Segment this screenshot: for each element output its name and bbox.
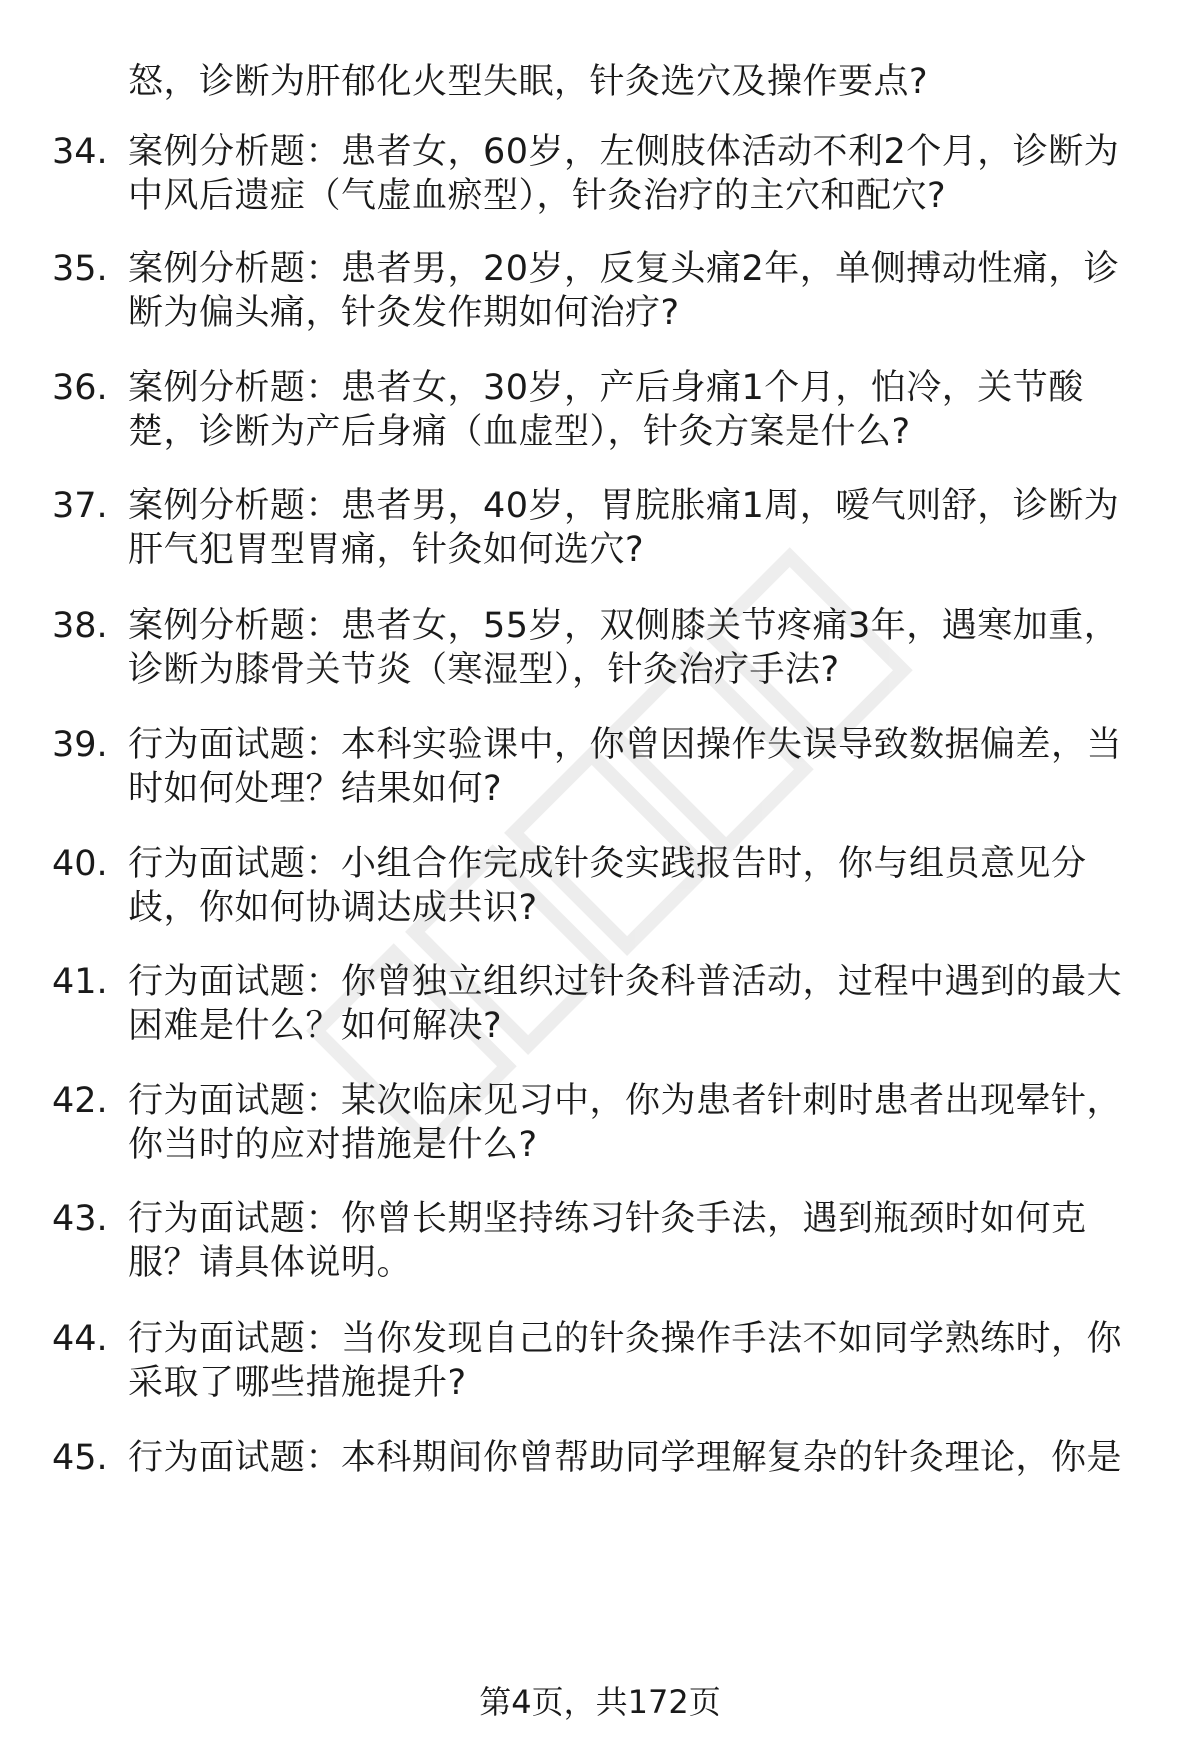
question-number: 44.: [52, 1319, 108, 1359]
question-number: 40.: [52, 844, 108, 884]
question-continuation: 怒，诊断为肝郁化火型失眠，针灸选穴及操作要点?: [128, 62, 929, 102]
question-line: 你当时的应对措施是什么?: [128, 1125, 538, 1165]
question-line: 困难是什么？如何解决?: [128, 1006, 503, 1046]
question-line: 案例分析题：患者女，30岁，产后身痛1个月，怕冷，关节酸: [128, 368, 1084, 408]
question-line: 时如何处理？结果如何?: [128, 769, 503, 809]
question-line: 行为面试题：本科期间你曾帮助同学理解复杂的针灸理论，你是: [128, 1438, 1123, 1478]
question-line: 行为面试题：你曾独立组织过针灸科普活动，过程中遇到的最大: [128, 962, 1123, 1002]
question-line: 行为面试题：你曾长期坚持练习针灸手法，遇到瓶颈时如何克: [128, 1199, 1087, 1239]
question-number: 43.: [52, 1199, 108, 1239]
question-line: 歧，你如何协调达成共识?: [128, 888, 538, 928]
question-line: 行为面试题：某次临床见习中，你为患者针刺时患者出现晕针，: [128, 1081, 1123, 1121]
question-line: 楚，诊断为产后身痛（血虚型），针灸方案是什么?: [128, 412, 911, 452]
question-line: 断为偏头痛，针灸发作期如何治疗?: [128, 293, 680, 333]
question-line: 行为面试题：当你发现自己的针灸操作手法不如同学熟练时，你: [128, 1319, 1123, 1359]
question-number: 37.: [52, 486, 108, 526]
question-line: 中风后遗症（气虚血瘀型），针灸治疗的主穴和配穴?: [128, 176, 947, 216]
question-line: 案例分析题：患者女，60岁，左侧肢体活动不利2个月，诊断为: [128, 132, 1120, 172]
question-line: 诊断为膝骨关节炎（寒湿型），针灸治疗手法?: [128, 650, 840, 690]
question-number: 45.: [52, 1438, 108, 1478]
page-footer: 第4页，共172页: [479, 1683, 721, 1721]
question-line: 案例分析题：患者男，20岁，反复头痛2年，单侧搏动性痛，诊: [128, 249, 1120, 289]
question-line: 行为面试题：本科实验课中，你曾因操作失误导致数据偏差，当: [128, 725, 1123, 765]
question-number: 39.: [52, 725, 108, 765]
question-number: 34.: [52, 132, 108, 172]
question-number: 41.: [52, 962, 108, 1002]
question-line: 案例分析题：患者男，40岁，胃脘胀痛1周，嗳气则舒，诊断为: [128, 486, 1120, 526]
question-number: 38.: [52, 606, 108, 646]
question-line: 案例分析题：患者女，55岁，双侧膝关节疼痛3年，遇寒加重，: [128, 606, 1120, 646]
question-line: 采取了哪些措施提升?: [128, 1363, 467, 1403]
question-line: 肝气犯胃型胃痛，针灸如何选穴?: [128, 530, 645, 570]
question-number: 42.: [52, 1081, 108, 1121]
question-number: 36.: [52, 368, 108, 408]
question-number: 35.: [52, 249, 108, 289]
question-line: 行为面试题：小组合作完成针灸实践报告时，你与组员意见分: [128, 844, 1087, 884]
question-line: 服？请具体说明。: [128, 1243, 413, 1283]
